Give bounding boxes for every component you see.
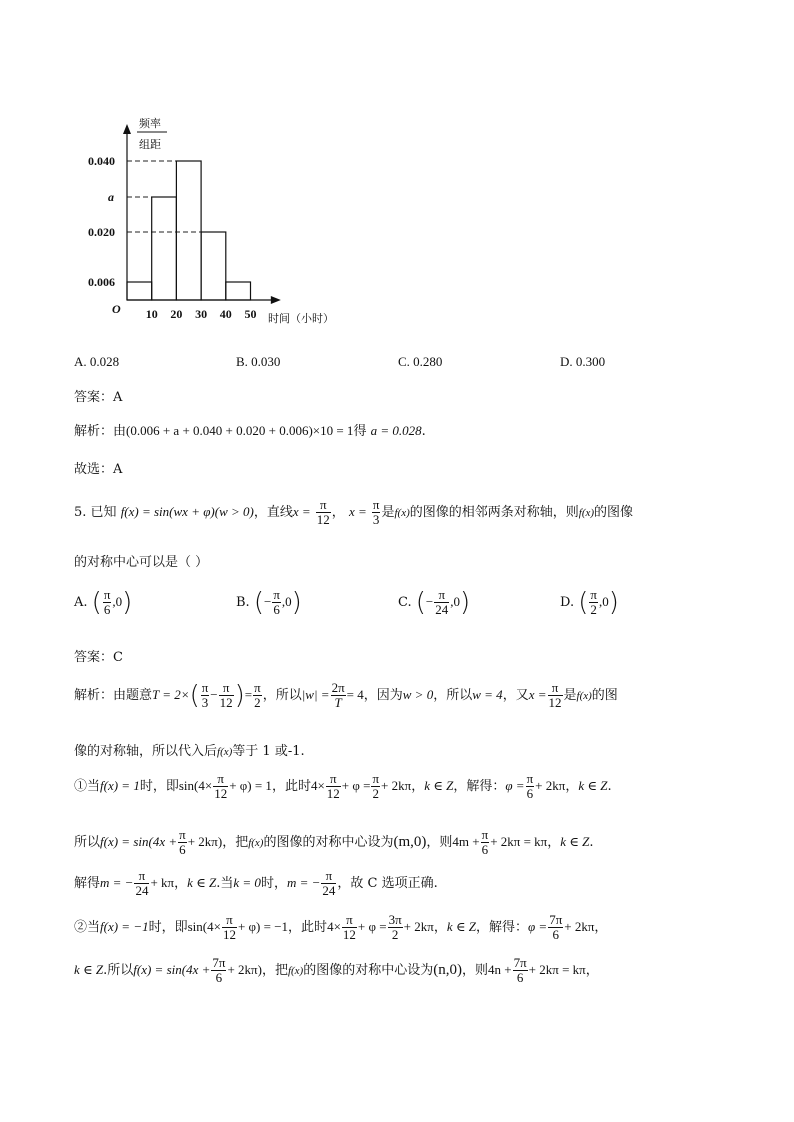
q5-analysis-line1: 解析：由题意T = 2×( $\frac{\pi}{3}$ − $\frac{\pi}{12}$ )= $\frac{\pi}{2}$ ，所以|w| = $\frac{2\pi}{T}$ = 4，因为w > 0，所以w = 4，又x = $\frac{\pi}{12}$ 是f(x)的图 [74,680,618,711]
x-axis-arrow [271,296,281,304]
histogram-bar [127,282,152,300]
q4-analysis: 解析：由(0.006 + a + 0.040 + 0.020 + 0.006)×10 = 1得 a = 0.028. [74,423,426,439]
q5-option-c: C. (− $\frac{\pi}{24}$ ,0) [398,587,471,618]
histogram-bar [176,161,201,300]
q5-answer: 答案：C [74,650,123,665]
x-tick-label: 20 [170,307,183,321]
y-axis-label-top: 频率 [139,118,161,130]
y-tick-label: 0.020 [88,225,115,239]
x-tick-label: 40 [219,307,232,321]
q5-stem-line1: 5. 已知 f(x) = sin(wx + φ)(w > 0)，直线x = $\frac{\pi}{12}$ ， x = $\frac{\pi}{3}$ 是f(x)的图像的相邻两条对称轴，则f(x)的图像 [74,497,634,527]
q4-answer: 答案：A [74,390,123,405]
x-tick-label: 30 [195,307,208,321]
y-tick-label: 0.040 [88,154,115,168]
q5-case2-line2: k ∈ Z.所以f(x) = sin(4x + $\frac{7\pi}{6}$ + 2kπ)，把f(x)的图像的对称中心设为(n,0)，则4n + $\frac{7\pi}{6}$ + 2kπ = kπ， [74,955,599,985]
histogram-bar [152,197,177,300]
y-axis-label-bottom: 组距 [139,139,161,151]
q5-case1-line3: 解得m = − $\frac{\pi}{24}$ + kπ，k ∈ Z.当k = 0时，m = − $\frac{\pi}{24}$ ，故 C 选项正确. [74,868,438,898]
y-axis-arrow [123,124,131,134]
q4-option-b: B. 0.030 [236,354,281,369]
q5-option-a: A. ( $\frac{\pi}{6}$ ,0) [74,587,133,618]
histogram-bar [201,232,226,300]
q5-option-d: D. ( $\frac{\pi}{2}$ ,0) [560,587,619,618]
q4-option-a: A. 0.028 [74,354,120,369]
q4-choice: 故选：A [74,462,123,477]
histogram-chart [80,110,380,325]
x-axis-label: 时间（小时） [268,313,334,325]
x-tick-label: 50 [244,307,257,321]
q5-option-b: B. (− $\frac{\pi}{6}$ ,0) [236,587,302,618]
q5-analysis-line2: 像的对称轴，所以代入后f(x)等于 1 或-1. [74,744,305,759]
histogram-bar [226,282,251,300]
q4-option-c: C. 0.280 [398,354,443,369]
y-tick-label: 0.006 [88,275,115,289]
x-tick-label: 10 [145,307,158,321]
q5-case1-line1: ①当f(x) = 1时，即sin(4× $\frac{\pi}{12}$ + φ) = 1，此时4× $\frac{\pi}{12}$ + φ = $\frac{\pi}{2}$ + 2kπ，k ∈ Z，解得：φ = $\frac{\pi}{6}$ + 2kπ，k ∈ Z. [74,771,612,801]
q5-case1-line2: 所以f(x) = sin(4x + $\frac{\pi}{6}$ + 2kπ)，把f(x)的图像的对称中心设为(m,0)，则4m + $\frac{\pi}{6}$ + 2kπ = kπ，k ∈ Z. [74,827,594,857]
q5-case2-line1: ②当f(x) = −1时，即sin(4× $\frac{\pi}{12}$ + φ) = −1，此时4× $\frac{\pi}{12}$ + φ = $\frac{3\pi}{2}$ + 2kπ，k ∈ Z，解得：φ = $\frac{7\pi}{6}$ + 2kπ， [74,912,608,942]
y-tick-label: a [108,190,114,204]
q4-option-d: D. 0.300 [560,354,606,369]
origin-label: O [112,302,121,316]
q5-stem-line2: 的对称中心可以是（ ） [74,555,209,570]
